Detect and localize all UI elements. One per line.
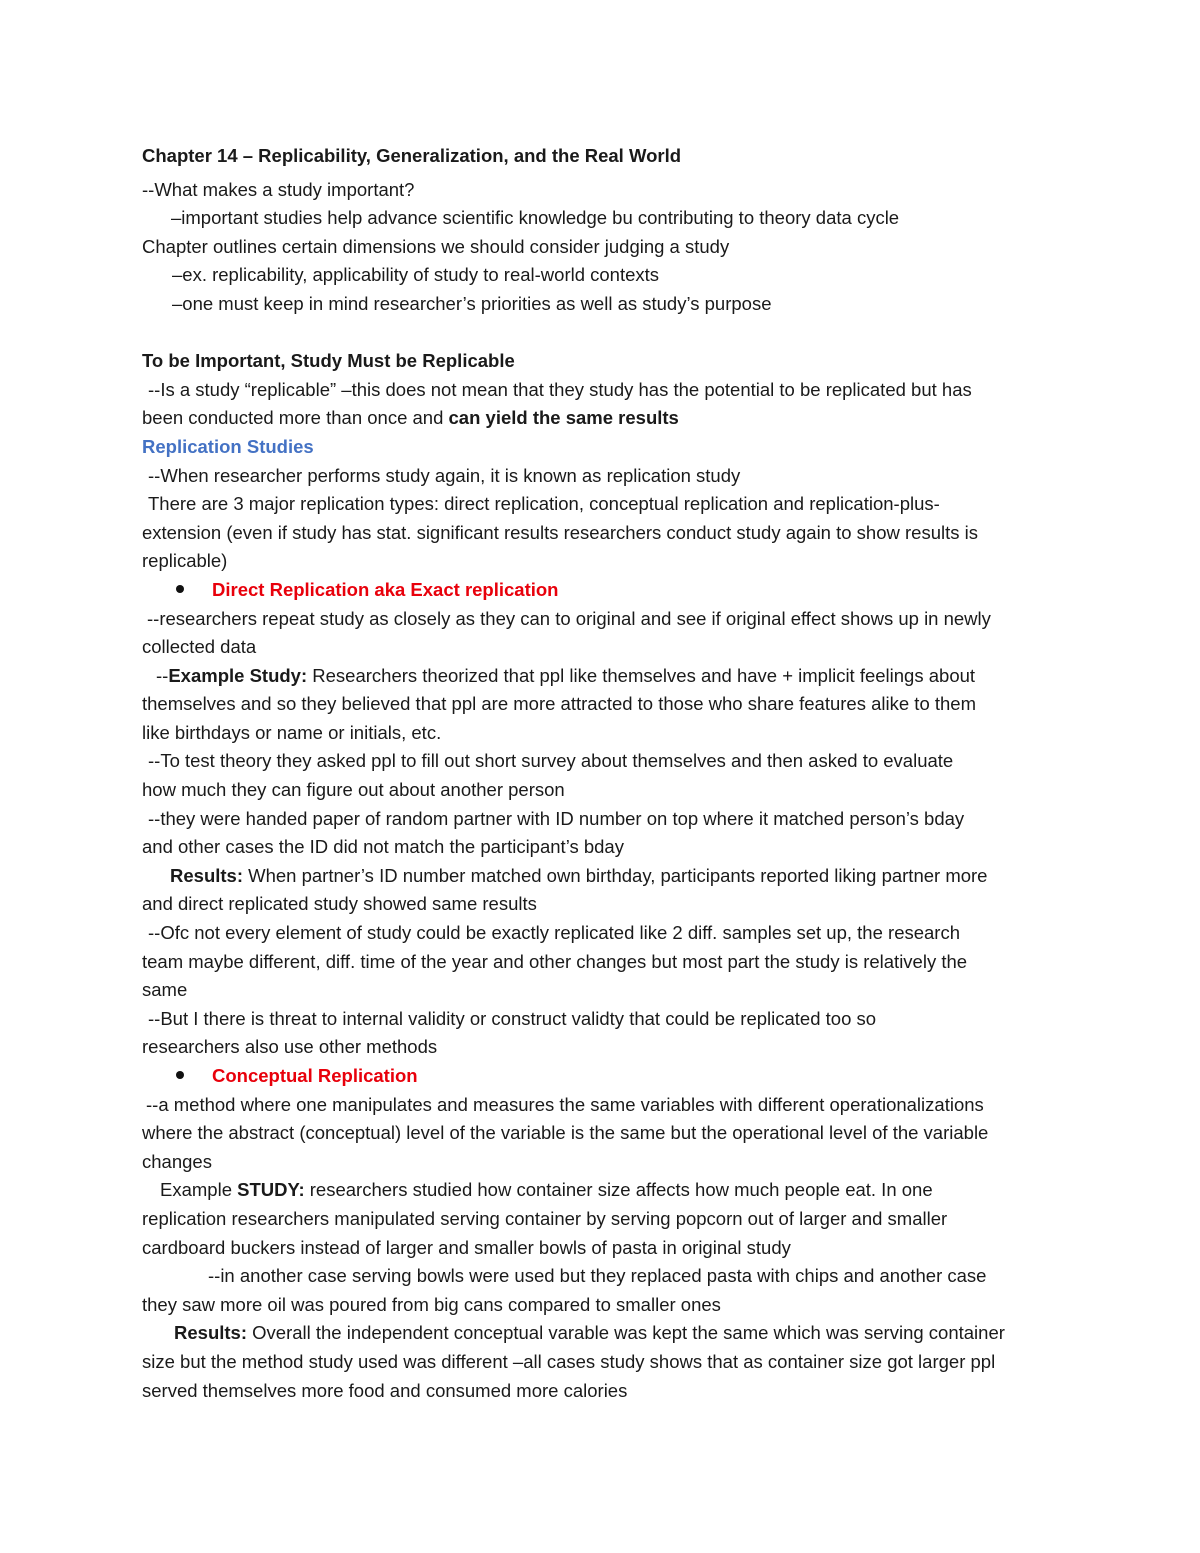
direct-line-4: themselves and so they believed that ppl are more attracted to those who share features alike to them xyxy=(142,693,976,715)
conceptual-line-1: --a method where one manipulates and measures the same variables with different operationalizations xyxy=(146,1093,984,1115)
direct-line-10-text: When partner’s ID number matched own birthday, participants reported liking partner more xyxy=(243,864,988,886)
direct-line-10 xyxy=(142,862,1062,891)
direct-line-16: researchers also use other methods xyxy=(142,1036,438,1058)
intro-keep-in-mind: –one must keep in mind researcher’s priorities as well as study’s purpose xyxy=(172,292,772,314)
conceptual-line-3: changes xyxy=(142,1150,212,1172)
replication-line-4: replicable) xyxy=(142,550,228,572)
direct-line-6: --To test theory they asked ppl to fill out short survey about themselves and then asked to evaluate xyxy=(148,750,954,772)
conceptual-line-11: served themselves more food and consumed more calories xyxy=(142,1379,628,1401)
results-label: Results: xyxy=(174,1322,247,1344)
replication-line-2: There are 3 major replication types: direct replication, conceptual replication and replication-plus- xyxy=(148,493,940,515)
replicable-line-1: --Is a study “replicable” –this does not mean that they study has the potential to be replicated but has xyxy=(148,378,972,400)
intro-question: --What makes a study important? xyxy=(142,178,415,200)
direct-line-7: how much they can figure out about another person xyxy=(142,779,565,801)
direct-line-14: same xyxy=(142,979,188,1001)
conceptual-line-8: they saw more oil was poured from big cans compared to smaller ones xyxy=(142,1293,721,1315)
direct-line-9: and other cases the ID did not match the participant’s bday xyxy=(142,836,624,858)
replicable-emphasis: can yield the same results xyxy=(448,407,679,429)
direct-line-2: collected data xyxy=(142,636,257,658)
conceptual-line-4-prefix: Example xyxy=(160,1179,238,1201)
bullet-conceptual-replication xyxy=(142,1062,1062,1091)
conceptual-line-7: --in another case serving bowls were used but they replaced pasta with chips and another case xyxy=(208,1265,987,1287)
direct-line-3 xyxy=(142,662,1062,691)
direct-line-1: --researchers repeat study as closely as they can to original and see if original effect shows up in newly xyxy=(147,607,991,629)
conceptual-line-6: cardboard buckers instead of larger and smaller bowls of pasta in original study xyxy=(142,1236,791,1258)
direct-line-13: team maybe different, diff. time of the year and other changes but most part the study is relatively the xyxy=(142,950,968,972)
study-label: STUDY: xyxy=(237,1179,305,1201)
direct-line-3-prefix: -- xyxy=(156,664,169,686)
bullet-icon xyxy=(176,1071,184,1079)
direct-line-11: and direct replicated study showed same results xyxy=(142,893,537,915)
direct-line-15: --But I there is threat to internal validity or construct validty that could be replicated too so xyxy=(148,1007,877,1029)
bullet-direct-replication xyxy=(142,576,1062,605)
conceptual-replication-heading: Conceptual Replication xyxy=(212,1065,418,1086)
replicable-line-2-text: been conducted more than once and xyxy=(142,407,449,429)
intro-answer: –important studies help advance scientific knowledge bu contributing to theory data cycle xyxy=(171,207,900,229)
direct-line-12: --Ofc not every element of study could be exactly replicated like 2 diff. samples set up, the research xyxy=(148,922,961,944)
bullet-icon xyxy=(176,585,184,593)
direct-line-3-text: Researchers theorized that ppl like themselves and have + implicit feelings about xyxy=(307,664,976,686)
conceptual-line-9-text: Overall the independent conceptual varable was kept the same which was serving container xyxy=(247,1322,1005,1344)
conceptual-line-5: replication researchers manipulated serving container by serving popcorn out of larger and smaller xyxy=(142,1207,948,1229)
conceptual-line-4-text: researchers studied how container size affects how much people eat. In one xyxy=(304,1179,933,1201)
results-label: Results: xyxy=(170,864,243,886)
spacer xyxy=(142,319,1062,348)
conceptual-line-10: size but the method study used was different –all cases study shows that as container size got larger ppl xyxy=(142,1350,996,1372)
conceptual-line-2: where the abstract (conceptual) level of the variable is the same but the operational level of the variable xyxy=(142,1122,989,1144)
replicable-line-2 xyxy=(142,404,1062,433)
conceptual-line-9 xyxy=(142,1319,1062,1348)
replication-line-1: --When researcher performs study again, it is known as replication study xyxy=(148,464,741,486)
direct-replication-heading: Direct Replication aka Exact replication xyxy=(212,578,559,600)
section-heading-replicable: To be Important, Study Must be Replicable xyxy=(142,350,515,372)
document-body xyxy=(142,142,1062,1405)
replication-line-3: extension (even if study has stat. significant results researchers conduct study again to show results is xyxy=(142,521,978,543)
intro-outline: Chapter outlines certain dimensions we should consider judging a study xyxy=(142,235,730,257)
page-title: Chapter 14 – Replicability, Generalization, and the Real World xyxy=(142,145,682,166)
direct-line-5: like birthdays or name or initials, etc. xyxy=(142,721,442,743)
example-study-label: Example Study: xyxy=(168,664,308,686)
direct-line-8: --they were handed paper of random partner with ID number on top where it matched person’s bday xyxy=(148,807,965,829)
conceptual-line-4 xyxy=(142,1176,1062,1205)
intro-example: –ex. replicability, applicability of study to real-world contexts xyxy=(172,264,660,286)
section-heading-replication-studies: Replication Studies xyxy=(142,435,314,457)
